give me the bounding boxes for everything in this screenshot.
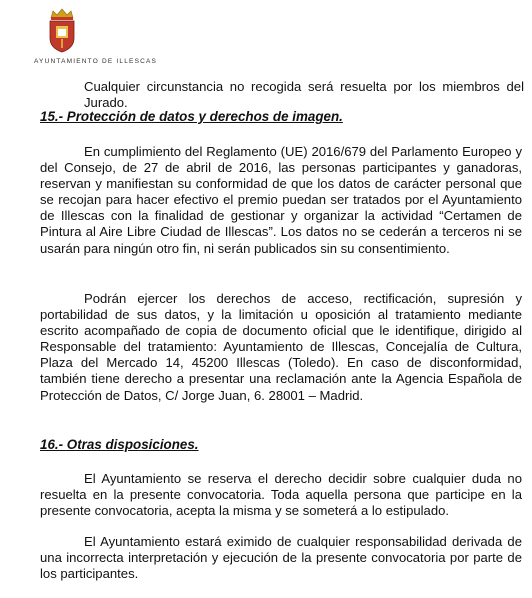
section-16-paragraph-1: El Ayuntamiento se reserva el derecho decidir sobre cualquier duda no resuelta en la presente convocatoria. Toda aquella persona que participe en la presente convocatoria, acepta la misma y se someterá a lo estipulado. — [40, 471, 522, 519]
section-16-paragraph-2: El Ayuntamiento estará eximido de cualquier responsabilidad derivada de una incorrecta interpretación y ejecución de la presente convocatoria por parte de los participantes. — [40, 534, 522, 582]
coat-of-arms-icon — [47, 6, 77, 54]
logo-caption: AYUNTAMIENTO DE ILLESCAS — [34, 58, 158, 65]
section-15-paragraph-2: Podrán ejercer los derechos de acceso, rectificación, supresión y portabilidad de sus datos, y la limitación u oposición al tratamiento mediante escrito acompañado de copia de documento oficial que le identifique, dirigido al Responsable del tratamiento: Ayuntamiento de Illescas, Concejalía de Cultura, Plaza del Mercado 14, 45200 Illescas (Toledo). En caso de disconformidad, también tiene derecho a presentar una reclamación ante la Agencia Española de Protección de Datos, C/ Jorge Juan, 6. 28001 – Madrid. — [40, 291, 522, 403]
section-15-title: 15.- Protección de datos y derechos de imagen. — [40, 109, 343, 124]
section-15-paragraph-1: En cumplimiento del Reglamento (UE) 2016/679 del Parlamento Europeo y del Consejo, de 27 de abril de 2016, las personas participantes y ganadoras, reservan y manifiestan su conformidad de que los datos de carácter personal que se recojan para hacer efectivo el premio puedan ser tratados por el Ayuntamiento de Illescas con la finalidad de gestionar y organizar la actividad “Certamen de Pintura al Aire Libre Ciudad de Illescas”. Los datos no se cederán a terceros ni se usarán para ningún otro fin, ni serán publicados sin su consentimiento. — [40, 144, 522, 256]
intro-line: Cualquier circunstancia no recogida será resuelta por los miembros del Jurado. — [84, 79, 524, 111]
municipal-logo — [34, 6, 158, 72]
section-16-title: 16.- Otras disposiciones. — [40, 437, 199, 452]
